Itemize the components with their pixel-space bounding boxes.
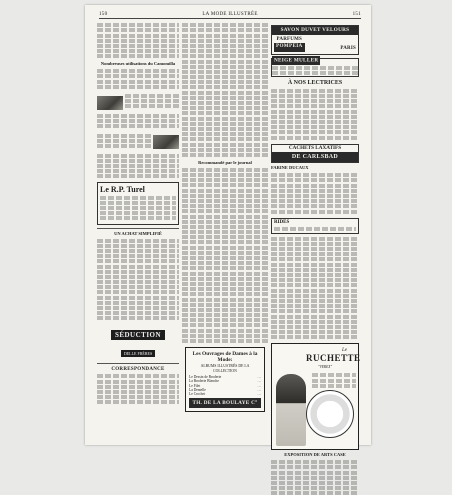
ruchette-advertisement [271,343,359,450]
text-block [97,23,179,58]
ouvrages-title: Les Ouvrages de Dames à la Mode: [192,351,258,364]
text-block [271,460,359,495]
text-block [271,89,359,140]
ouvrages-footer: TH. DE LA BOULAYE C° [189,398,261,408]
embroidery-image [97,96,123,110]
seduction-advertisement [97,324,179,360]
column-right [271,22,361,458]
parfums-label: PARFUMS [276,36,303,42]
ouvrages-item: La Broderie Blanche … [189,379,261,384]
neige-title: NEIGE MULLER [274,57,319,64]
article-heading: Nombreuses utilisations du Camomilla [100,61,176,67]
cachets-title: CACHETS LAXATIFS [288,144,342,151]
ouvrages-item: Le Filet … [189,383,261,388]
pompeia-label: POMPÉIA [274,43,305,52]
article-heading: À NOS LECTRICES [287,80,343,87]
seduction-subtitle: DELLE FRÈRES [121,350,155,357]
ouvrages-item: Le Dessin de Broderie … [189,374,261,379]
column-middle [182,22,268,437]
cachets-advertisement [271,144,359,164]
rides-advertisement [271,218,359,234]
woman-portrait-illustration [276,374,306,446]
ouvrages-advertisement [185,347,265,412]
magazine-page [85,5,371,458]
article-heading: FARINE DUCAUX [271,165,309,171]
ouvrages-item: La Dentelle … [189,387,261,392]
rides-title: RIDES [274,219,290,225]
turel-title: Le R.P. Turel [100,185,145,195]
page-number-right: 151 [352,11,361,17]
article-heading: EXPOSITION DE ARTS CASE [284,452,346,458]
ouvrages-item: Le Crochet … [189,392,261,397]
text-block [182,168,268,343]
seduction-title: SÉDUCTION [111,330,165,340]
ruchette-tagline: "VEREX" [318,365,332,370]
column-left [97,22,179,437]
article-heading: Recommandé par le journal [198,159,252,165]
ouvrages-subtitle: ALBUMS ILLUSTRÉS DE LA COLLECTION [200,364,250,374]
neige-advertisement [271,58,359,78]
savon-advertisement [271,25,359,55]
ruchette-seal-icon [306,390,354,438]
text-block [97,239,179,321]
text-block [97,69,179,89]
paris-label: PARIS [340,45,356,51]
lace-image [153,135,179,149]
text-block [271,237,359,340]
text-block [271,173,359,213]
article-heading: UN ACHAT SIMPLIFIÉ [114,230,162,236]
text-block [97,114,179,128]
text-block [97,374,179,404]
page-number-left: 150 [99,11,108,17]
ruchette-article: Le [342,348,347,354]
carlsbad-label: DE CARLSBAD [272,152,358,162]
ruchette-title: RUCHETTE [306,353,361,364]
text-block [182,23,268,157]
text-block [97,154,179,179]
page-header [99,10,361,19]
correspondance-heading: CORRESPONDANCE [111,367,165,373]
turel-advertisement [97,182,179,224]
magazine-title: LA MODE ILLUSTRÉE [202,11,258,17]
savon-title: SAVON DUVET VELOURS [272,26,358,35]
